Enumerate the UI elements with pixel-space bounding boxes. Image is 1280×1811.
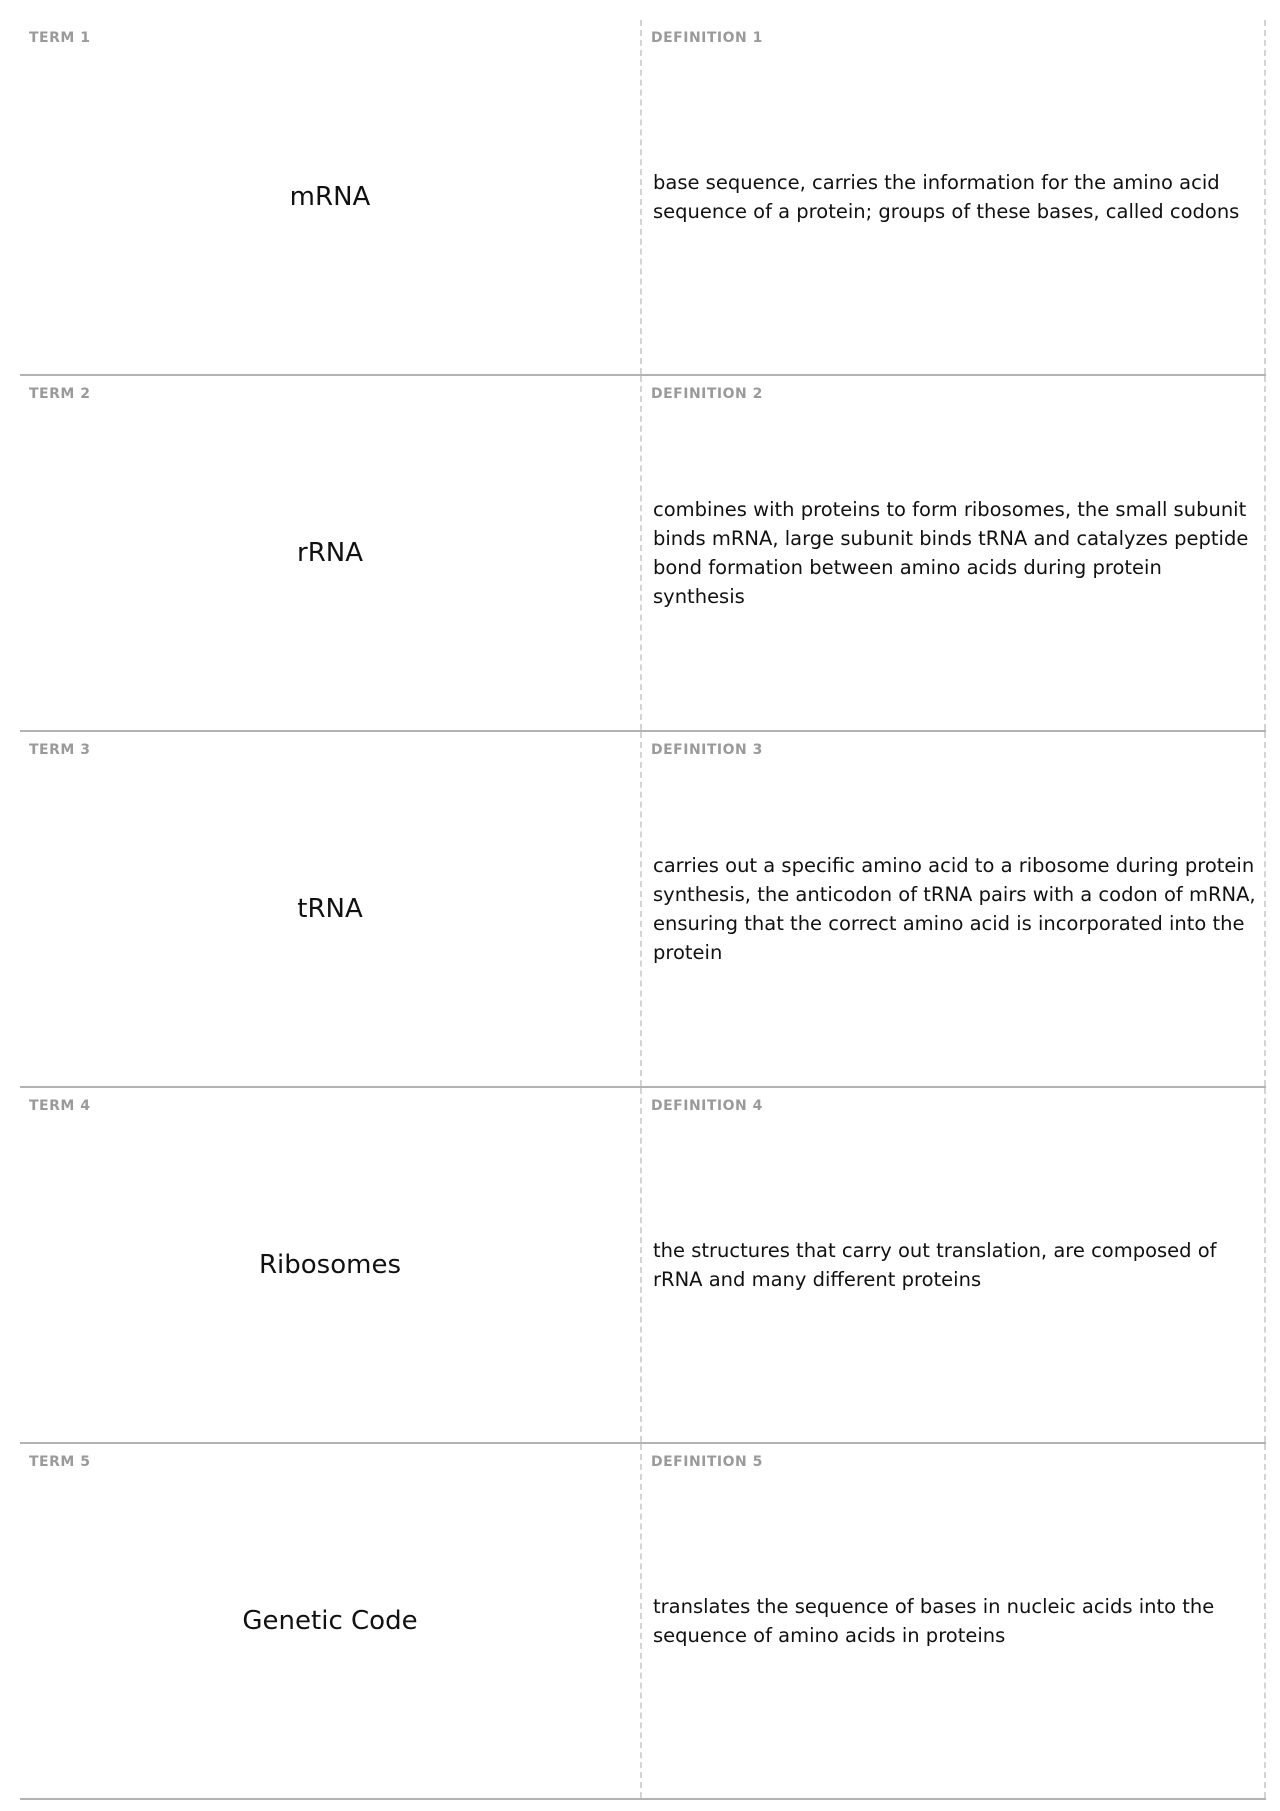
term-label: TERM 2 xyxy=(29,386,91,402)
definition-cell xyxy=(642,732,1266,1086)
definition-text: combines with proteins to form ribosomes, the small subunit binds mRNA, large subunit binds tRNA and catalyzes peptide bond formation between amino acids during protein synthesis xyxy=(653,498,1249,608)
definition-cell xyxy=(642,1088,1266,1442)
definition-text: the structures that carry out translation, are composed of rRNA and many different proteins xyxy=(653,1239,1217,1291)
definition-text: translates the sequence of bases in nucleic acids into the sequence of amino acids in proteins xyxy=(653,1595,1215,1647)
definition-label: DEFINITION 5 xyxy=(651,1454,763,1470)
term-text: tRNA xyxy=(297,894,363,924)
term-label: TERM 4 xyxy=(29,1098,91,1114)
term-cell xyxy=(20,1444,642,1798)
definition-label: DEFINITION 4 xyxy=(651,1098,763,1114)
term-label: TERM 3 xyxy=(29,742,91,758)
flashcard-row xyxy=(20,732,1266,1088)
definition-label: DEFINITION 3 xyxy=(651,742,763,758)
definition-cell xyxy=(642,20,1266,374)
definition-cell xyxy=(642,1444,1266,1798)
definition-label: DEFINITION 1 xyxy=(651,30,763,46)
term-cell xyxy=(20,1088,642,1442)
flashcard-sheet xyxy=(20,20,1266,1800)
definition-cell xyxy=(642,376,1266,730)
term-text: Ribosomes xyxy=(258,1250,402,1280)
flashcard-row xyxy=(20,1088,1266,1444)
term-cell xyxy=(20,376,642,730)
term-label: TERM 5 xyxy=(29,1454,91,1470)
term-text: rRNA xyxy=(297,538,363,568)
definition-label: DEFINITION 2 xyxy=(651,386,763,402)
flashcard-row xyxy=(20,1444,1266,1800)
flashcard-row xyxy=(20,20,1266,376)
term-text: mRNA xyxy=(289,182,371,212)
flashcard-row xyxy=(20,376,1266,732)
term-text: Genetic Code xyxy=(242,1606,418,1636)
definition-text: base sequence, carries the information for the amino acid sequence of a protein; groups of these bases, called codons xyxy=(653,171,1240,223)
term-cell xyxy=(20,20,642,374)
definition-text: carries out a specific amino acid to a ribosome during protein synthesis, the anticodon of tRNA pairs with a codon of mRNA, ensuring that the correct amino acid is incorporated into the protein xyxy=(653,854,1256,964)
term-label: TERM 1 xyxy=(29,30,91,46)
term-cell xyxy=(20,732,642,1086)
